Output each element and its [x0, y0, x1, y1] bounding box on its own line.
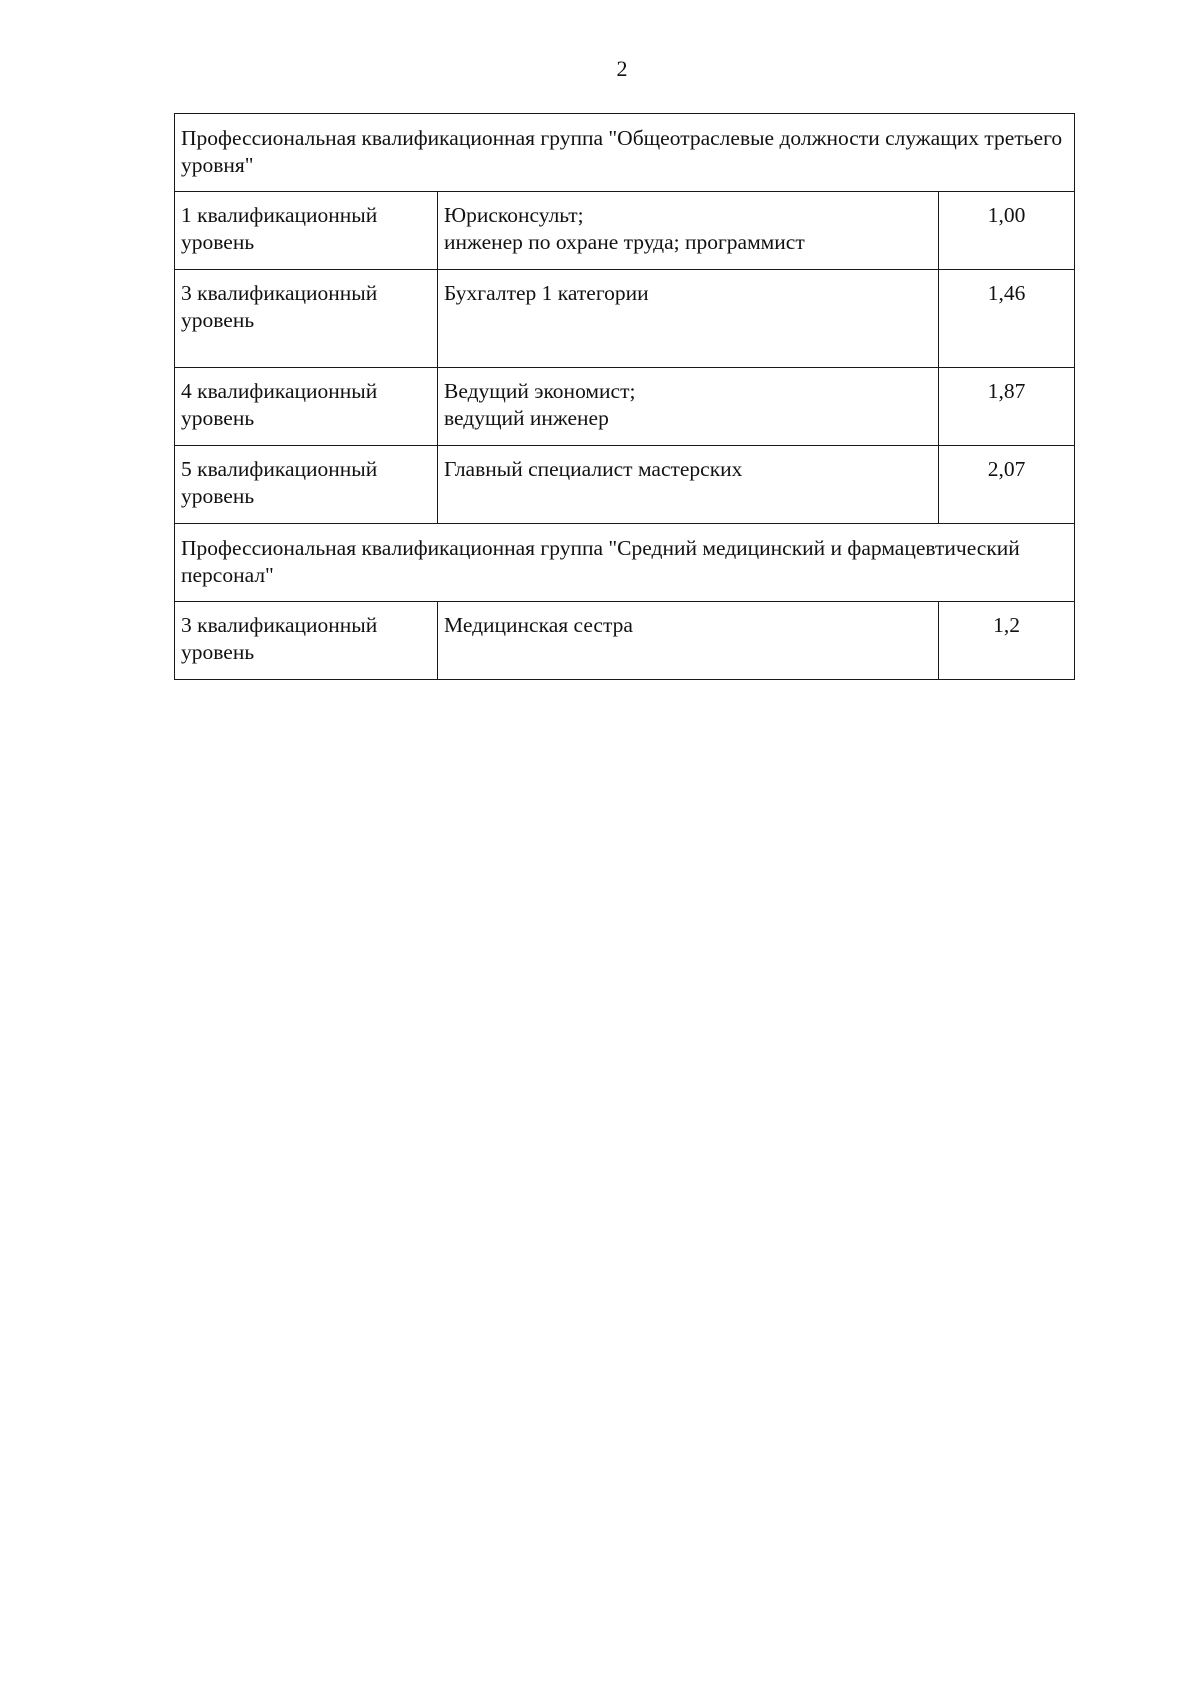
- level-text: уровень: [181, 230, 255, 254]
- level-text: уровень: [181, 640, 255, 664]
- coefficient-cell: 1,87: [939, 368, 1075, 446]
- table-row: [175, 270, 1075, 368]
- level-text: уровень: [181, 484, 255, 508]
- qualification-level-cell: [175, 270, 438, 368]
- qualification-level-cell: [175, 602, 438, 680]
- table-row: [175, 602, 1075, 680]
- position-text: Медицинская сестра: [444, 613, 633, 637]
- group-header-row: [175, 114, 1075, 192]
- position-text: Юрисконсульт;: [444, 203, 584, 227]
- coefficient-cell: 1,46: [939, 270, 1075, 368]
- position-title-cell: [438, 192, 939, 270]
- level-text: уровень: [181, 308, 255, 332]
- coefficient-cell: 1,2: [939, 602, 1075, 680]
- group-title: Профессиональная квалификационная группа "Общеотраслевые должности служащих третьего уровня": [175, 114, 1075, 192]
- qualification-table: [174, 113, 1075, 680]
- level-text: уровень: [181, 406, 255, 430]
- qualification-level-cell: [175, 368, 438, 446]
- level-text: 4 квалификационный: [181, 379, 378, 403]
- qualification-level-cell: [175, 446, 438, 524]
- level-text: 3 квалификационный: [181, 281, 378, 305]
- coefficient-cell: 1,00: [939, 192, 1075, 270]
- level-text: 1 квалификационный: [181, 203, 378, 227]
- level-text: 3 квалификационный: [181, 613, 378, 637]
- level-text: 5 квалификационный: [181, 457, 378, 481]
- position-title-cell: [438, 446, 939, 524]
- table-row: [175, 192, 1075, 270]
- position-title-cell: [438, 270, 939, 368]
- page-number: 2: [616, 56, 628, 81]
- table-row: [175, 368, 1075, 446]
- position-text: ведущий инженер: [444, 406, 609, 430]
- position-text: Бухгалтер 1 категории: [444, 281, 649, 305]
- group-header-row: [175, 524, 1075, 602]
- position-title-cell: [438, 368, 939, 446]
- position-text: инженер по охране труда; программист: [444, 230, 805, 254]
- position-text: Ведущий экономист;: [444, 379, 636, 403]
- position-title-cell: [438, 602, 939, 680]
- table-row: [175, 446, 1075, 524]
- qualification-level-cell: [175, 192, 438, 270]
- position-text: Главный специалист мастерских: [444, 457, 743, 481]
- coefficient-cell: 2,07: [939, 446, 1075, 524]
- group-title: Профессиональная квалификационная группа "Средний медицинский и фармацевтический персонал": [175, 524, 1075, 602]
